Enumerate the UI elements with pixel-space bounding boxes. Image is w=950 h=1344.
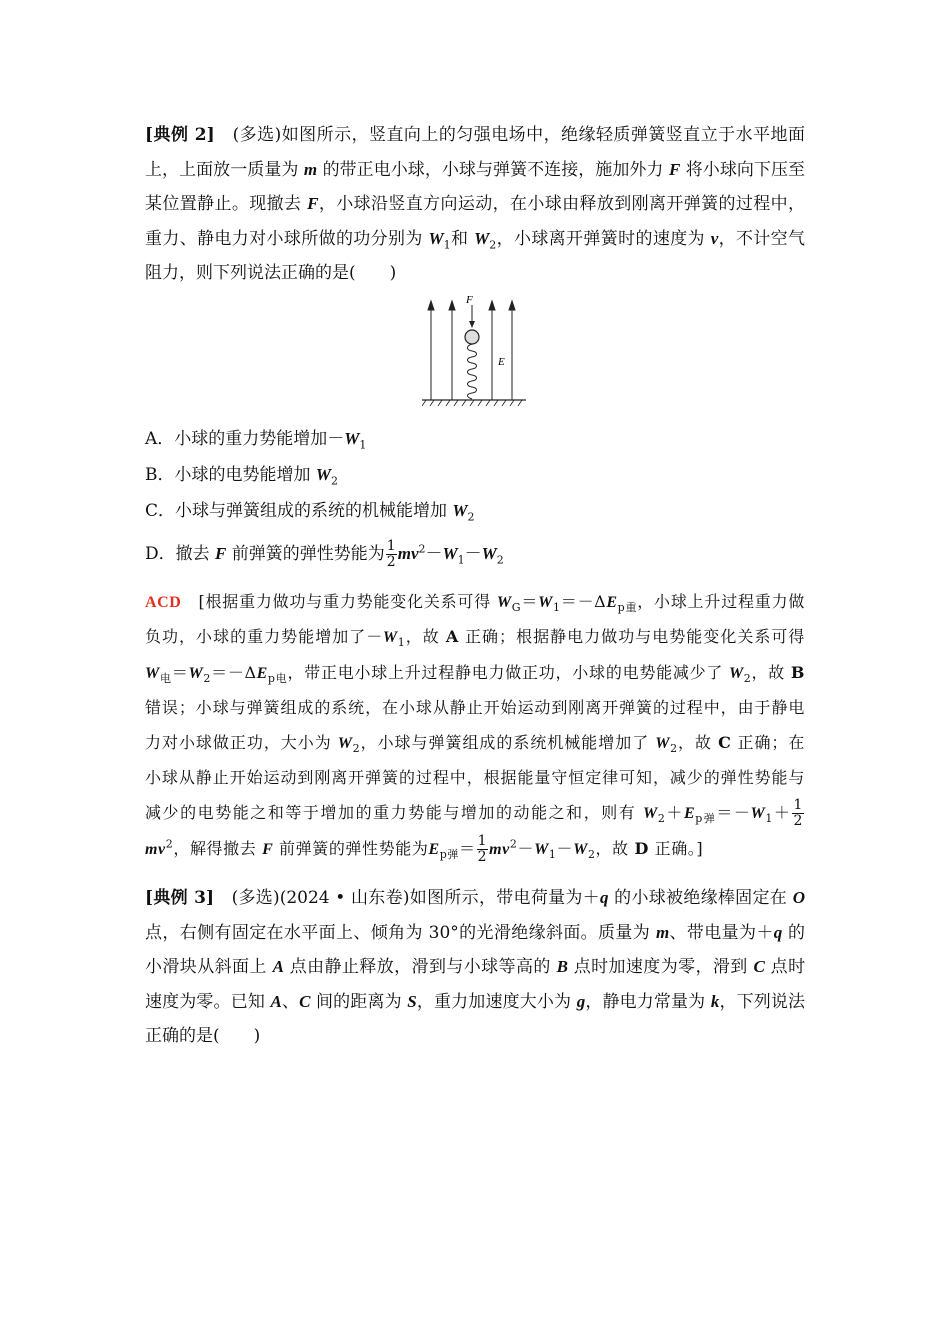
spring-field-figure xyxy=(145,295,805,415)
example-3-tag: [典例 3] xyxy=(145,888,214,909)
spring xyxy=(468,344,477,399)
field-arrow xyxy=(449,301,455,310)
field-label: E xyxy=(498,355,505,368)
fraction-half: $\frac{1}{2}$ xyxy=(386,537,396,570)
spring-diagram xyxy=(422,295,528,409)
fraction-half: $\frac{1}{2}$ xyxy=(793,797,803,830)
example-2-answer: ACD [根据重力做功与重力势能变化关系可得 $W_G=W_1=-\Delta E_{p重}$，小球上升过程重力做负功，小球的重力势能增加了$-W_1$，故 A 正确；根据静电力做功与电势能变化关系可得 $W_电=W_2=-\Delta E_{p电}$，带正电小球上升过程静电力做正功，小球的电势能减少了 $W_2$，故 B 错误；小球与弹簧组成的系统，在小球从静止开始运动到刚离开弹簧的过程中，由于静电力对小球做正功，大小为 $W_2$，小球与弹簧组成的系统机械能增加了 $W_2$，故 C 正确；在小球从静止开始运动到刚离开弹簧的过程中，根据能量守恒定律可知，减少的弹性势能与减少的电势能之和等于增加的重力势能与增加的动能之和，则有 $W_2+E_{p弹}=-W_1+$ $\frac{1}{2}$ $mv^2$，解得撤去 F 前弹簧的弹性势能为$E_{p弹}=$ $\frac{1}{2}$ $mv^2-W_1-W_2$，故 D 正确。] xyxy=(145,591,806,865)
force-arrowhead xyxy=(469,321,475,328)
option-d: D．撤去 F 前弹簧的弹性势能为 $\frac{1}{2}$ $mv^2-W_1-W_2$ xyxy=(145,537,504,570)
ball xyxy=(465,330,479,344)
page-content xyxy=(145,118,805,1054)
option-b: B．小球的电势能增加 $W_2$ xyxy=(145,464,339,487)
fraction-half: $\frac{1}{2}$ xyxy=(477,832,488,865)
option-a: A．小球的重力势能增加$-W_1$ xyxy=(145,428,367,451)
answer-key: ACD xyxy=(145,593,182,611)
example-2-tag: [典例 2] xyxy=(145,125,215,145)
option-c: C．小球与弹簧组成的系统的机械能增加 $W_2$ xyxy=(145,500,475,523)
example-2-question: [典例 2] (多选)如图所示，竖直向上的匀强电场中，绝缘轻质弹簧竖直立于水平地面上，上面放一质量为 m 的带正电小球，小球与弹簧不连接，施加外力 F 将小球向下压至某位置静止。现撤去 F，小球沿竖直方向运动，在小球由释放到刚离开弹簧的过程中，重力、静电力对小球所做的功分别为 $W_1$和 $W_2$，小球离开弹簧时的速度为 v，不计空气阻力，则下列说法正确的是( ) xyxy=(145,125,806,283)
field-arrow xyxy=(509,301,515,310)
force-label: F xyxy=(466,294,473,306)
field-arrow xyxy=(489,301,495,310)
example-3-question: [典例 3] (多选)(2024 • 山东卷)如图所示，带电荷量为＋q 的小球被绝缘棒固定在 O 点，右侧有固定在水平面上、倾角为 30°的光滑绝缘斜面。质量为 m、带电量为＋q 的小滑块从斜面上 A 点由静止释放，滑到与小球等高的 B 点时加速度为零，滑到 C 点时速度为零。已知 A、C 间的距离为 S，重力加速度大小为 g，静电力常量为 k，下列说法正确的是( ) xyxy=(145,888,806,1047)
ground-hatch xyxy=(422,400,522,406)
field-arrow xyxy=(428,301,434,310)
